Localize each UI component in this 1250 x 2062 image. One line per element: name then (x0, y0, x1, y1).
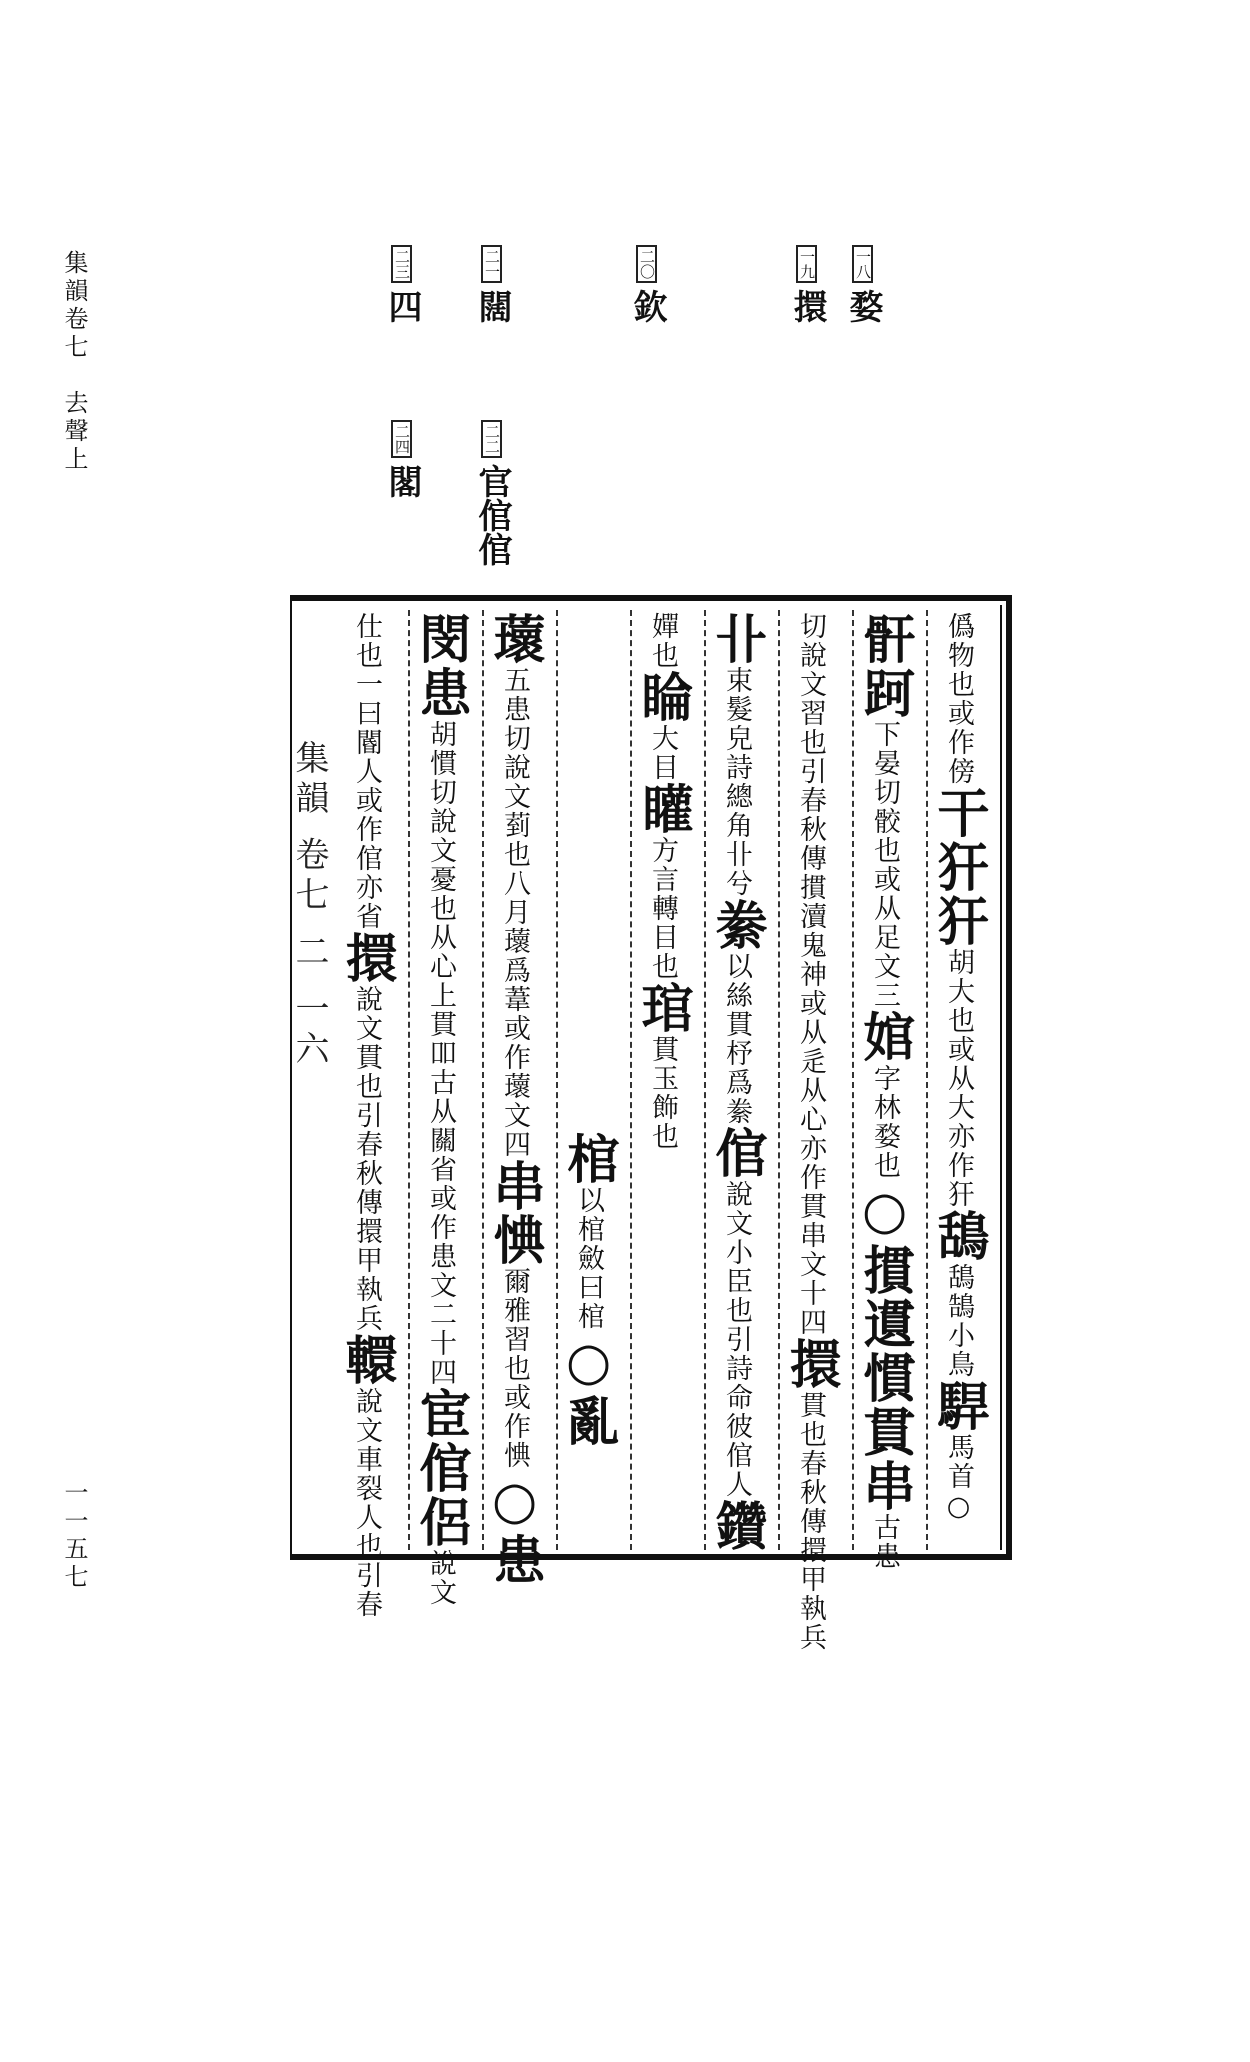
note-18 (843, 245, 883, 323)
text-column-8 (410, 612, 471, 1607)
gloss: 說文 (425, 1549, 456, 1607)
headword: 駻 (928, 1379, 989, 1433)
note-23 (382, 245, 422, 323)
note-text: 闊 (472, 289, 512, 323)
gloss: 大目 (647, 724, 678, 782)
headword: ○患 (484, 1470, 545, 1587)
gloss: 方言轉目也 (647, 836, 678, 981)
text-column-9 (336, 612, 397, 1619)
running-header: 集韻卷七 去聲上 (60, 250, 88, 474)
headword: 轘 (336, 1333, 397, 1387)
gloss: 仕也一曰閽人或作倌亦省 (351, 612, 382, 931)
gloss: 僞物也或作傍 (943, 612, 974, 786)
headword: 骭跒 (854, 612, 915, 720)
headword: 睔 (632, 670, 693, 724)
column-divider (704, 610, 706, 1550)
headword: 蘾 (484, 612, 545, 666)
gloss: 馬首○ (943, 1433, 974, 1524)
gloss: 以絲貫杼爲絭 (721, 952, 752, 1126)
headword: 擐 (780, 1337, 841, 1391)
gloss: 五患切說文菿也八月蘾爲葦或作蘾文四 (499, 666, 530, 1159)
page-number: 一一五七 (60, 1480, 88, 1592)
gloss: 爾雅習也或作㥏 (499, 1267, 530, 1470)
gloss: 下晏切骹也或从足文三 (869, 720, 900, 1010)
gloss: 說文小臣也引詩命彼倌人 (721, 1180, 752, 1499)
text-column-5 (632, 612, 693, 1542)
gloss: 胡大也或从大亦作犴 (943, 948, 974, 1209)
gloss: 說文車裂人也引春 (351, 1387, 382, 1619)
headword: 婠 (854, 1010, 915, 1064)
note-text: 官倌倌 (472, 464, 512, 566)
headword: 琯 (632, 981, 693, 1035)
gloss: 貫玉飾也 (647, 1035, 678, 1151)
gloss: 字林婺也 (869, 1064, 900, 1180)
headword: 干犴犴 (928, 786, 989, 948)
column-divider (778, 610, 780, 1550)
frame-inner-line (1000, 605, 1002, 1550)
headword: 串㥏 (484, 1159, 545, 1267)
gloss: 束髮皃詩總角卝兮 (721, 666, 752, 898)
note-22 (472, 420, 512, 566)
column-divider (482, 610, 484, 1550)
headword: 鴰 (928, 1209, 989, 1263)
gloss: 貫也春秋傳擐甲執兵 (795, 1391, 826, 1652)
headword: ○摜遦慣貫串 (854, 1180, 915, 1513)
gloss: 古患 (869, 1513, 900, 1571)
note-number: 一八 (852, 245, 873, 283)
note-number: 二二 (481, 420, 502, 458)
note-24 (382, 420, 422, 498)
text-column-4 (706, 612, 767, 1553)
headword: 鑽 (706, 1499, 767, 1553)
text-column-7 (484, 612, 545, 1587)
gloss: 以棺斂曰棺 (573, 1186, 604, 1331)
gloss: 鴰鵠小鳥 (943, 1263, 974, 1379)
headword: 宦倌侶 (410, 1387, 471, 1549)
note-text: 婺 (843, 289, 883, 323)
note-text: 擐 (787, 289, 827, 323)
note-text: 欽 (627, 289, 667, 323)
note-number: 二四 (391, 420, 412, 458)
gloss: 說文貫也引春秋傳擐甲執兵 (351, 985, 382, 1333)
gloss: 嬋也 (647, 612, 678, 670)
spine-label: 集韻 卷七 二 一六 (289, 740, 329, 1071)
note-21 (472, 245, 512, 323)
text-column-1 (928, 612, 989, 1542)
text-column-3 (780, 612, 841, 1652)
note-19 (787, 245, 827, 323)
text-column-6 (558, 612, 619, 2062)
headword: 閔患 (410, 612, 471, 720)
headword: 棺 (558, 1132, 619, 1186)
note-number: 一九 (796, 245, 817, 283)
headword: 卝 (706, 612, 767, 666)
headword: 倌 (706, 1126, 767, 1180)
note-20 (627, 245, 667, 323)
headword: 矔 (632, 782, 693, 836)
text-column-2 (854, 612, 915, 1571)
note-text: 閣 (382, 464, 422, 498)
note-number: 二〇 (636, 245, 657, 283)
headword: ○亂 (558, 1331, 619, 1448)
headword: 絭 (706, 898, 767, 952)
note-text: 四 (382, 289, 422, 323)
column-divider (630, 610, 632, 1550)
gloss: 胡慣切說文憂也从心上貫吅古从關省或作患文二十四 (425, 720, 456, 1387)
headword: 擐 (336, 931, 397, 985)
note-number: 二三 (391, 245, 412, 283)
gloss: 切說文習也引春秋傳摜瀆鬼神或从辵从心亦作貫串文十四 (795, 612, 826, 1337)
note-number: 二一 (481, 245, 502, 283)
